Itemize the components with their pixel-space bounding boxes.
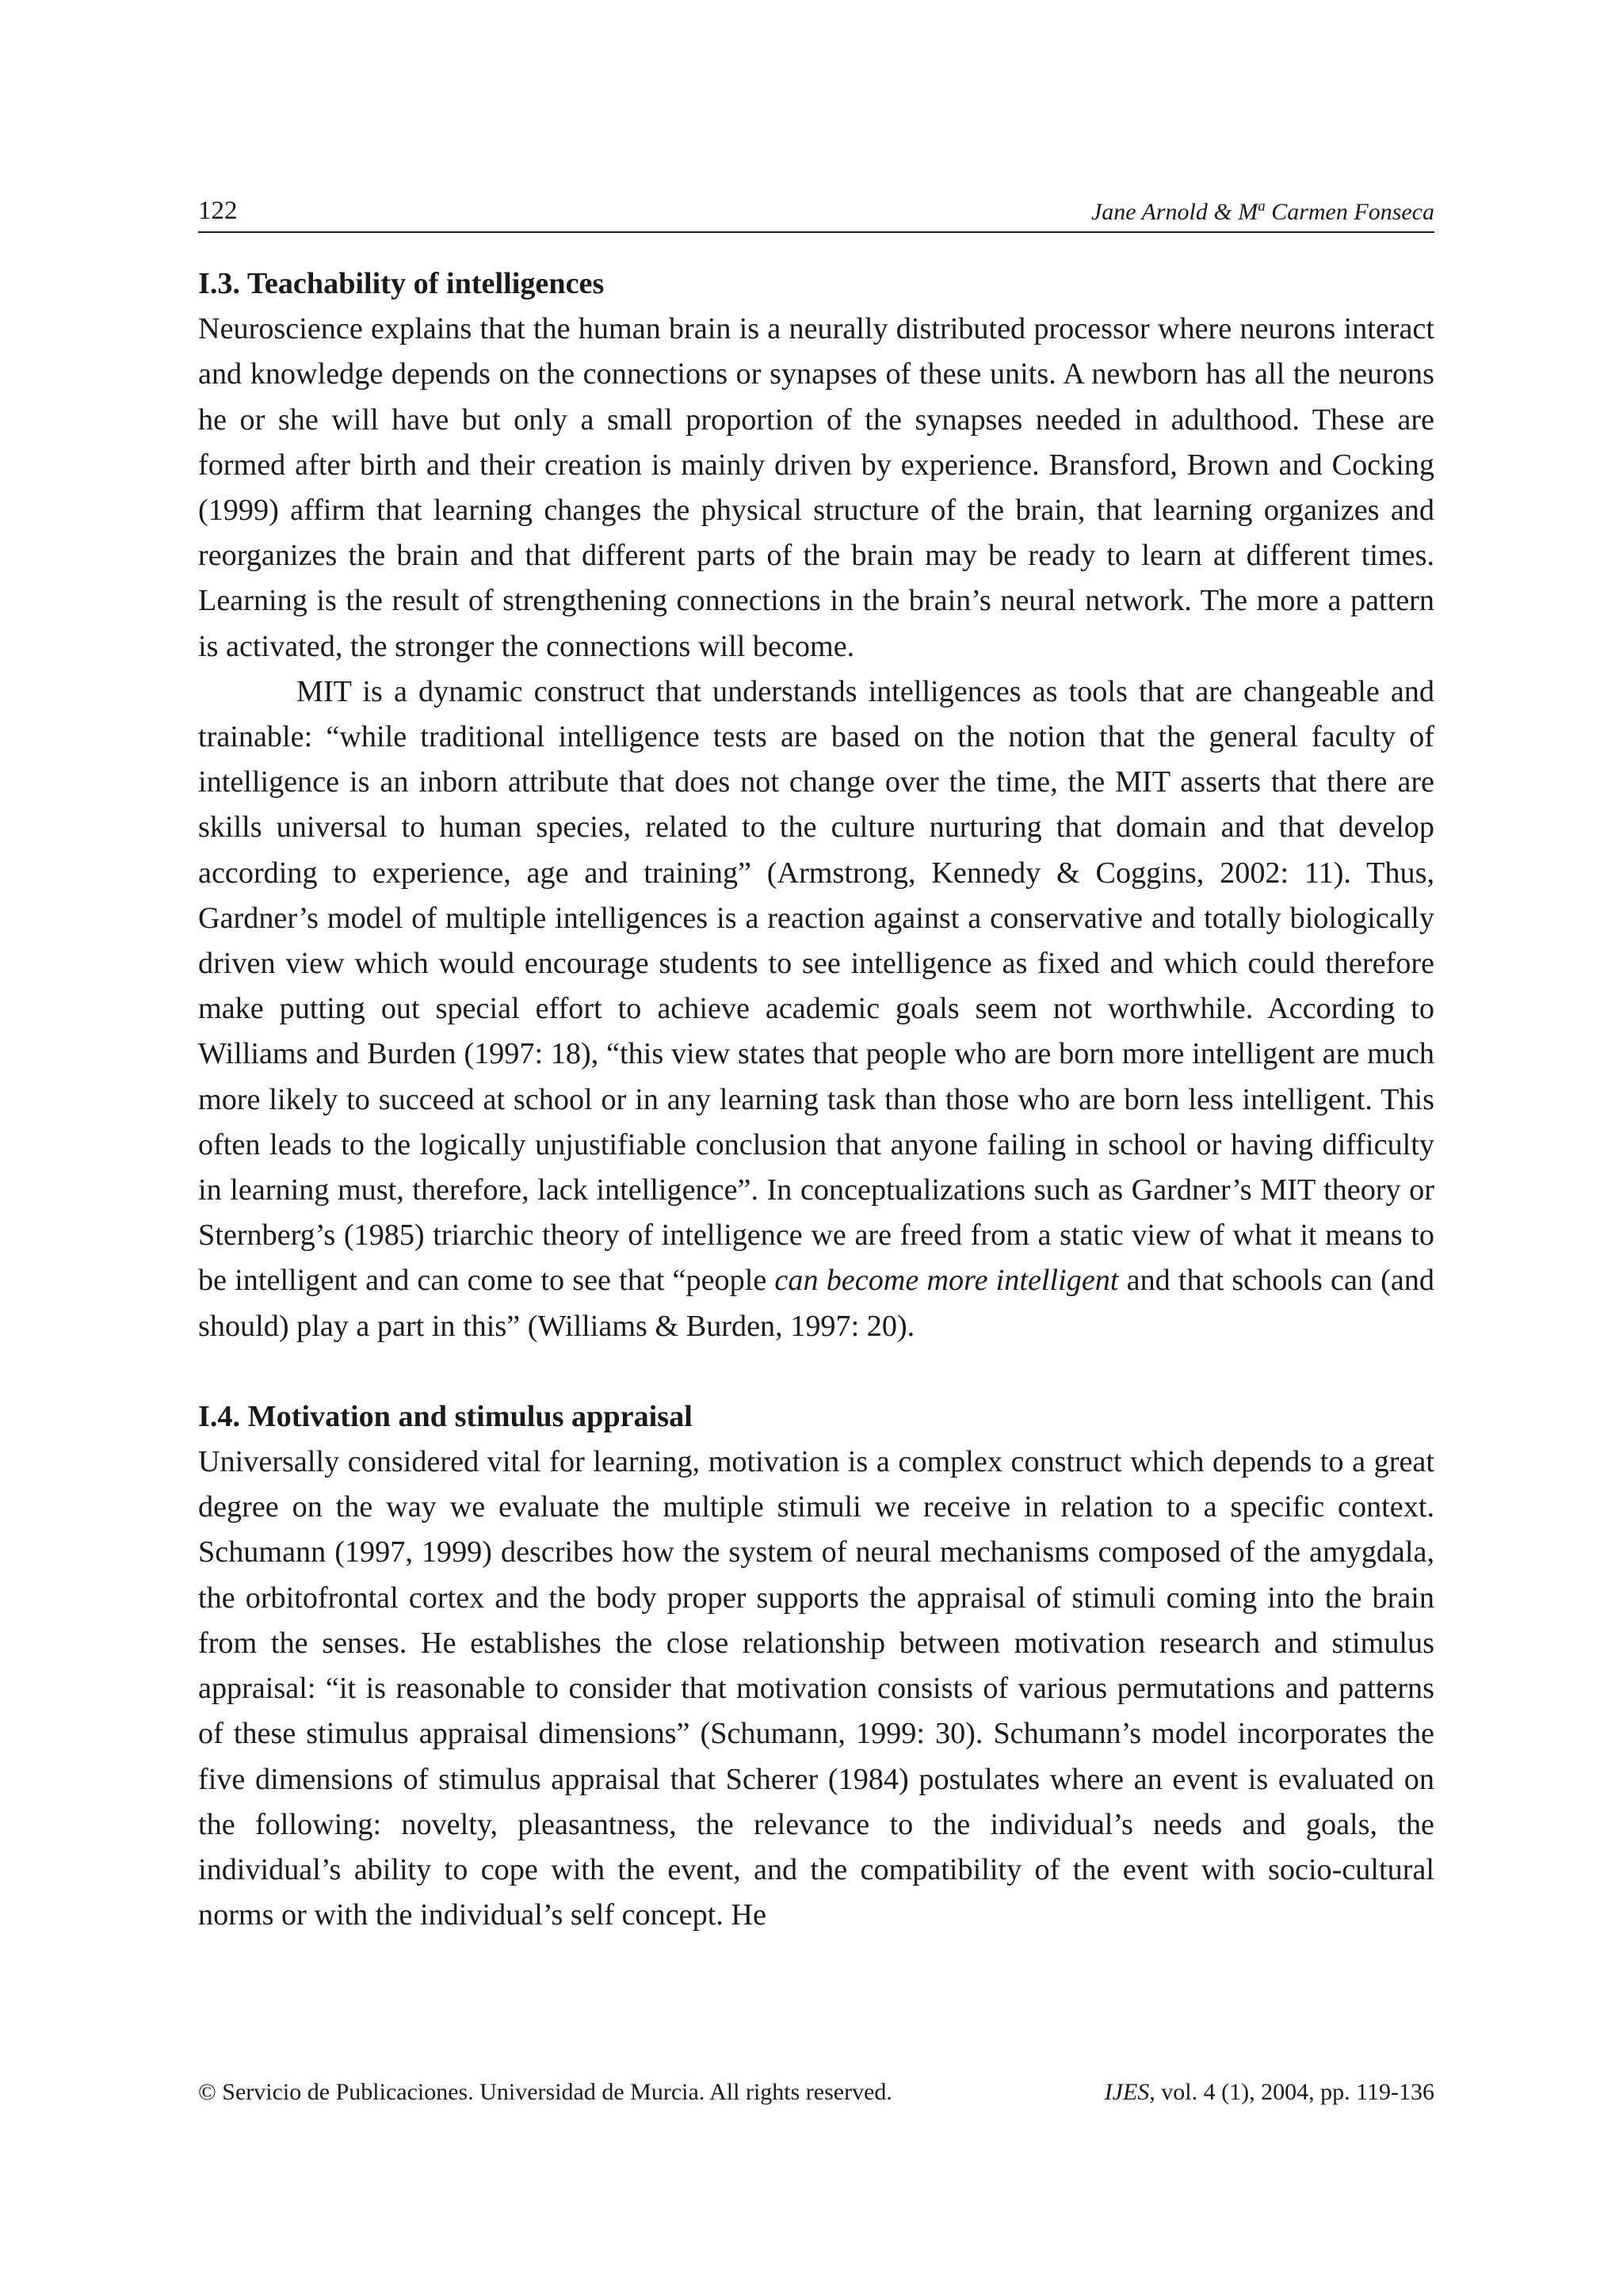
- section-heading-motivation: I.4. Motivation and stimulus appraisal: [198, 1399, 693, 1433]
- running-head-authors: [1091, 198, 1434, 226]
- paragraph-mit-emphasis: can become more intelligent: [774, 1264, 1119, 1298]
- paragraph-mit-text: MIT is a dynamic construct that understands intelligences as tools that are changeable and trainable: “while traditional intelligence tests are based on the notion that the general faculty of intelligence is an inborn attribute that does not change over the time, the MIT asserts that there are skills universal to human species, related to the culture nurturing that domain and that develop according to experience, age and training” (Armstrong, Kennedy & Coggins, 2002: 11). Thus, Gardner’s model of multiple intelligences is a reaction against a conservative and totally biologically driven view which would encourage students to see intelligence as fixed and which could therefore make putting out special effort to achieve academic goals seem not worthwhile. According to Williams and Burden (1997: 18), “this view states that people who are born more intelligent are much more likely to succeed at school or in any learning task than those who are born less intelligent. This often leads to the logically unjustifiable conclusion that anyone failing in school or having difficulty in learning must, therefore, lack intelligence”. In conceptualizations such as Gardner’s MIT theory or Sternberg’s (1985) triarchic theory of intelligence we are freed from a static view of what it means to be intelligent and can come to see that “people: [198, 674, 1434, 1298]
- body-text: [198, 261, 1434, 1938]
- authors-superscript: a: [1258, 198, 1266, 215]
- footer-citation: [1105, 2079, 1434, 2106]
- paragraph-motivation: Universally considered vital for learning, motivation is a complex construct which depends to a great degree on the way we evaluate the multiple stimuli we receive in relation to a specific context. Schumann (1997, 1999) describes how the system of neural mechanisms composed of the amygdala, the orbitofrontal cortex and the body proper supports the appraisal of stimuli coming into the brain from the senses. He establishes the close relationship between motivation research and stimulus appraisal: “it is reasonable to consider that motivation consists of various permutations and patterns of these stimulus appraisal dimensions” (Schumann, 1999: 30). Schumann’s model incorporates the five dimensions of stimulus appraisal that Scherer (1984) postulates where an event is evaluated on the following: novelty, pleasantness, the relevance to the individual’s needs and goals, the individual’s ability to cope with the event, and the compatibility of the event with socio-cultural norms or with the individual’s self concept. He: [198, 1445, 1434, 1932]
- authors-text: Jane Arnold & M: [1090, 199, 1258, 225]
- running-header: [198, 193, 1434, 233]
- paragraph-mit-text-end: and that schools can (and should) play a part in this” (Williams & Burden, 1997: 20).: [198, 1264, 1434, 1343]
- authors-text-rest: Carmen Fonseca: [1265, 199, 1434, 225]
- section-heading-teachability: I.3. Teachability of intelligences: [198, 267, 605, 300]
- journal-volume: , vol. 4 (1), 2004, pp. 119-136: [1149, 2079, 1434, 2105]
- section-spacer: [198, 1349, 1434, 1394]
- page-number: 122: [198, 196, 238, 225]
- paragraph-neuroscience: Neuroscience explains that the human brain is a neurally distributed processor where neurons interact and knowledge depends on the connections or synapses of these units. A newborn has all the neurons he or she will have but only a small proportion of the synapses needed in adulthood. These are formed after birth and their creation is mainly driven by experience. Bransford, Brown and Cocking (1999) affirm that learning changes the physical structure of the brain, that learning organizes and reorganizes the brain and that different parts of the brain may be ready to learn at different times. Learning is the result of strengthening connections in the brain’s neural network. The more a pattern is activated, the stronger the connections will become.: [198, 312, 1434, 663]
- journal-name: IJES: [1104, 2079, 1150, 2105]
- document-page: [198, 0, 1434, 2296]
- footer-copyright: © Servicio de Publicaciones. Universidad de Murcia. All rights reserved.: [198, 2079, 892, 2105]
- paragraph-mit: [198, 669, 1434, 1349]
